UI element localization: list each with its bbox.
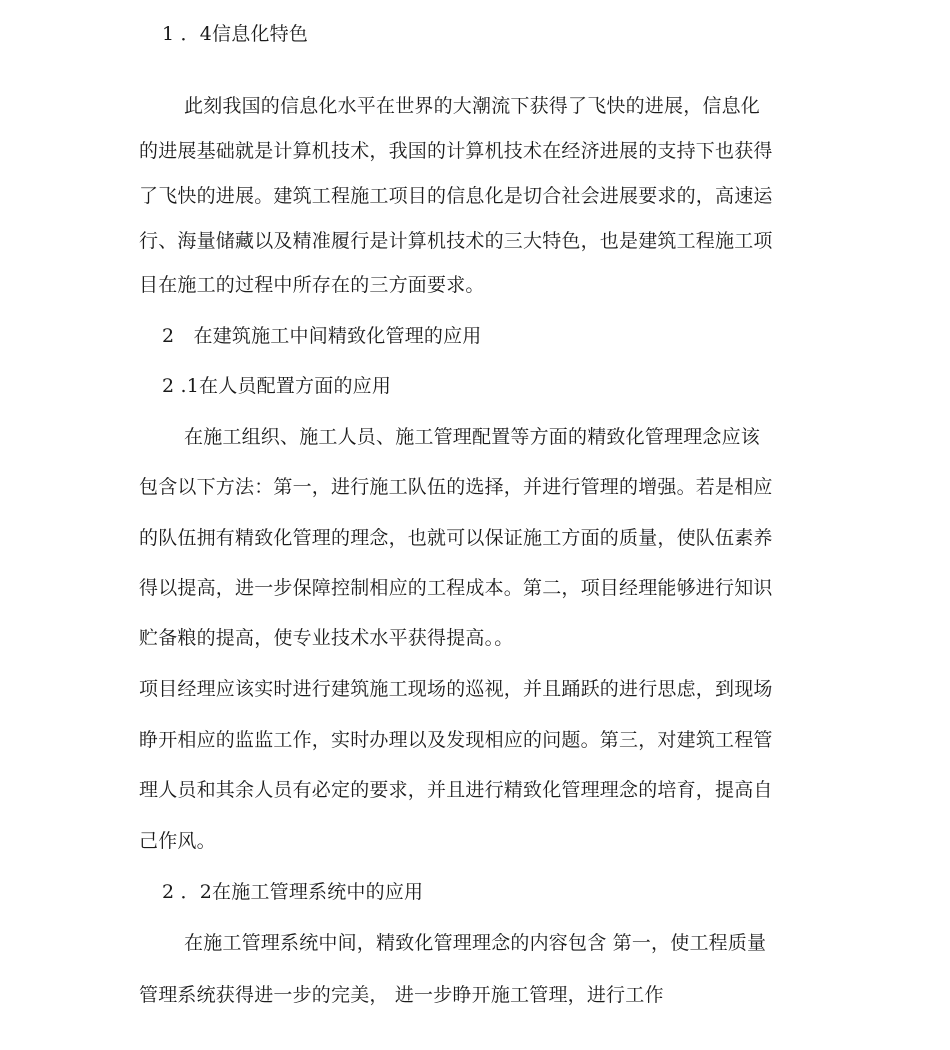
paragraph-line: 的队伍拥有精致化管理的理念，也就可以保证施工方面的质量，使队伍素养 xyxy=(139,527,773,549)
paragraph-line: 行、海量储藏以及精准履行是计算机技术的三大特色，也是建筑工程施工项 xyxy=(139,230,773,252)
paragraph-line: 项目经理应该实时进行建筑施工现场的巡视，并且踊跃的进行思虑，到现场 xyxy=(139,678,773,700)
paragraph-line: 包含以下方法：第一，进行施工队伍的选择，并进行管理的增强。若是相应 xyxy=(139,476,773,498)
paragraph-line: 在施工管理系统中间，精致化管理理念的内容包含 第一，使工程质量 xyxy=(184,932,767,954)
section-heading-2-1: 2 .1在人员配置方面的应用 xyxy=(162,375,392,397)
paragraph-line: 目在施工的过程中所存在的三方面要求。 xyxy=(139,274,485,296)
paragraph-line: 理人员和其余人员有必定的要求，并且进行精致化管理理念的培育，提高自 xyxy=(139,779,773,801)
paragraph-line: 管理系统获得进一步的完美， 进一步睁开施工管理，进行工作 xyxy=(139,984,664,1006)
paragraph-line: 己作风。 xyxy=(139,830,216,852)
paragraph-line: 贮备粮的提高，使专业技术水平获得提高。。 xyxy=(139,627,514,649)
paragraph-line: 的进展基础就是计算机技术，我国的计算机技术在经济进展的支持下也获得 xyxy=(139,140,773,162)
paragraph-line: 了飞快的进展。建筑工程施工项目的信息化是切合社会进展要求的，高速运 xyxy=(139,185,773,207)
paragraph-line: 在施工组织、施工人员、施工管理配置等方面的精致化管理理念应该 xyxy=(184,426,761,448)
paragraph-line: 睁开相应的监监工作，实时办理以及发现相应的问题。第三，对建筑工程管 xyxy=(139,729,773,751)
paragraph-line: 得以提高，进一步保障控制相应的工程成本。第二，项目经理能够进行知识 xyxy=(139,577,773,599)
paragraph-line: 此刻我国的信息化水平在世界的大潮流下获得了飞快的进展，信息化 xyxy=(184,95,761,117)
section-heading-2-2: 2 ．2在施工管理系统中的应用 xyxy=(162,881,424,903)
section-heading-1-4: 1 ．4信息化特色 xyxy=(162,23,309,45)
section-heading-2: 2 在建筑施工中间精致化管理的应用 xyxy=(162,325,482,347)
